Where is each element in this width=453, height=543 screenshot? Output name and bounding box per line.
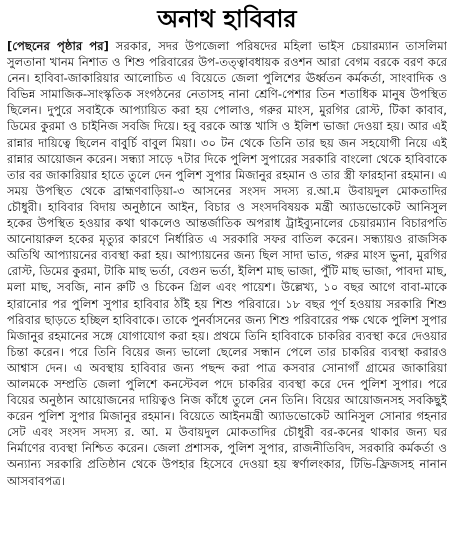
news-article: [7, 4, 447, 539]
article-body: [7, 38, 447, 489]
article-headline: অনাথ হাবিবার: [157, 4, 297, 33]
continued-from-label: [পেছনের পৃষ্ঠার পর]: [7, 39, 109, 53]
article-body-text: সরকার, সদর উপজেলা পরিষদের মহিলা ভাইস চেয়ারম্যান তাসলিমা সুলতানা খানম নিশাত ও শিশু পরিবারের উপ-তত্ত্বাবধায়ক রওশন আরা বেগম বরকে বরণ করে নেন। হাবিবা-জাকারিয়ার আলোচিত এ বিয়েতে জেলা পুলিশের ঊর্ধ্বতন কর্মকর্তা, সাংবাদিক ও বিভিন্ন সামাজিক-সাংস্কৃতিক সংগঠনের নেতাসহ নানা শ্রেণি-পেশার তিন শতাধিক মানুষ উপস্থিত ছিলেন। দুপুরে সবাইকে আপ্যায়িত করা হয় পোলাও, গরুর মাংস, মুরগির রোস্ট, টিকা কাবাব, ডিমের কুরমা ও চাইনিজ সবজি দিয়ে। হবু বরকে আস্ত খাসি ও ইলিশ ভাজা দেওয়া হয়। আর এই রান্নার দায়িত্বে ছিলেন বাবুর্চি বাবুল মিয়া। ৩০ টন থেকে তিনি তার ছয় জন সহযোগী নিয়ে এই রান্নার আয়োজন করেন। সন্ধ্যা সাড়ে ৭টার দিকে পুলিশ সুপারের সরকারি বাংলো থেকে হাবিবাকে তার বর জাকারিয়ার হাতে তুলে দেন পুলিশ সুপার মিজানুর রহমান ও তার স্ত্রী ফারহানা রহমান। এ সময় উপস্থিত থেকে ব্রাহ্মণবাড়িয়া-৩ আসনের সংসদ সদস্য র.আ.ম উবায়দুল মোকতাদির চৌধুরী। হাবিবার বিদায় অনুষ্ঠানে আইন, বিচার ও সংসদবিষয়ক মন্ত্রী অ্যাডভোকেট আনিসুল হকের উপস্থিত হওয়ার কথা থাকলেও আন্তর্জাতিক অপরাধ ট্রাইব্যুনালের চেয়ারম্যান বিচারপতি আনোয়ারুল হকের মৃত্যুর কারণে নির্ধারিত এ সরকারি সফর বাতিল করেন। সন্ধ্যায়ও রাজসিক অতিথি আপ্যায়নের ব্যবস্থা করা হয়। আপ্যায়নের জন্য ছিল সাদা ভাত, গরুর মাংস ভুনা, মুরগির রোস্ট, ডিমের কুরমা, টাকি মাছ ভর্তা, বেগুন ভর্তা, ইলিশ মাছ ভাজা, পুঁটি মাছ ভাজা, পাবদা মাছ, মলা মাছ, সবজি, নান রুটি ও চিকেন গ্রিল এবং পায়েশ। উল্লেখ্য, ১০ বছর আগে বাবা-মাকে হারানোর পর পুলিশ সুপার হাবিবার ঠাঁই হয় শিশু পরিবারে। ১৮ বছর পূর্ণ হওয়ায় সরকারি শিশু পরিবার ছাড়তে হচ্ছিল হাবিবাকে। তাকে পুনর্বাসনের জন্য শিশু পরিবারের পক্ষ থেকে পুলিশ সুপার মিজানুর রহমানের সঙ্গে যোগাযোগ করা হয়। প্রথমে তিনি হাবিবাকে চাকরির ব্যবস্থা করে দেওয়ার চিন্তা করেন। পরে তিনি বিয়ের জন্য ভালো ছেলের সন্ধান পেলে তার চাকরির ব্যবস্থা করারও আশ্বাস দেন। এ অবস্থায় হাবিবার জন্য পছন্দ করা পাত্র কসবার সোনাগাঁ গ্রামের জাকারিয়া আলমকে সম্প্রতি জেলা পুলিশে কনস্টেবল পদে চাকরির ব্যবস্থা করে দেন পুলিশ সুপার। পরে বিয়ের অনুষ্ঠান আয়োজনের দায়িত্বও নিজ কাঁধে তুলে নেন তিনি। বিয়ের আয়োজনসহ সবকিছুই করেন পুলিশ সুপার মিজানুর রহমান। বিয়েতে আইনমন্ত্রী অ্যাডভোকেট আনিসুল সোনার গহনার সেট এবং সংসদ সদস্য র. আ. ম উবায়দুল মোকতাদির চৌধুরী বর-কনের থাকার জন্য ঘর নির্মাণের ব্যবস্থা নিশ্চিত করেন। জেলা প্রশাসক, পুলিশ সুপার, রাজনীতিবিদ, সরকারি কর্মকর্তা ও অন্যান্য সরকারি প্রতিষ্ঠান থেকে উপহার হিসেবে দেওয়া হয় স্বর্ণালংকার, টিভি-ফ্রিজসহ নানান আসবাবপত্র।: [7, 39, 447, 488]
